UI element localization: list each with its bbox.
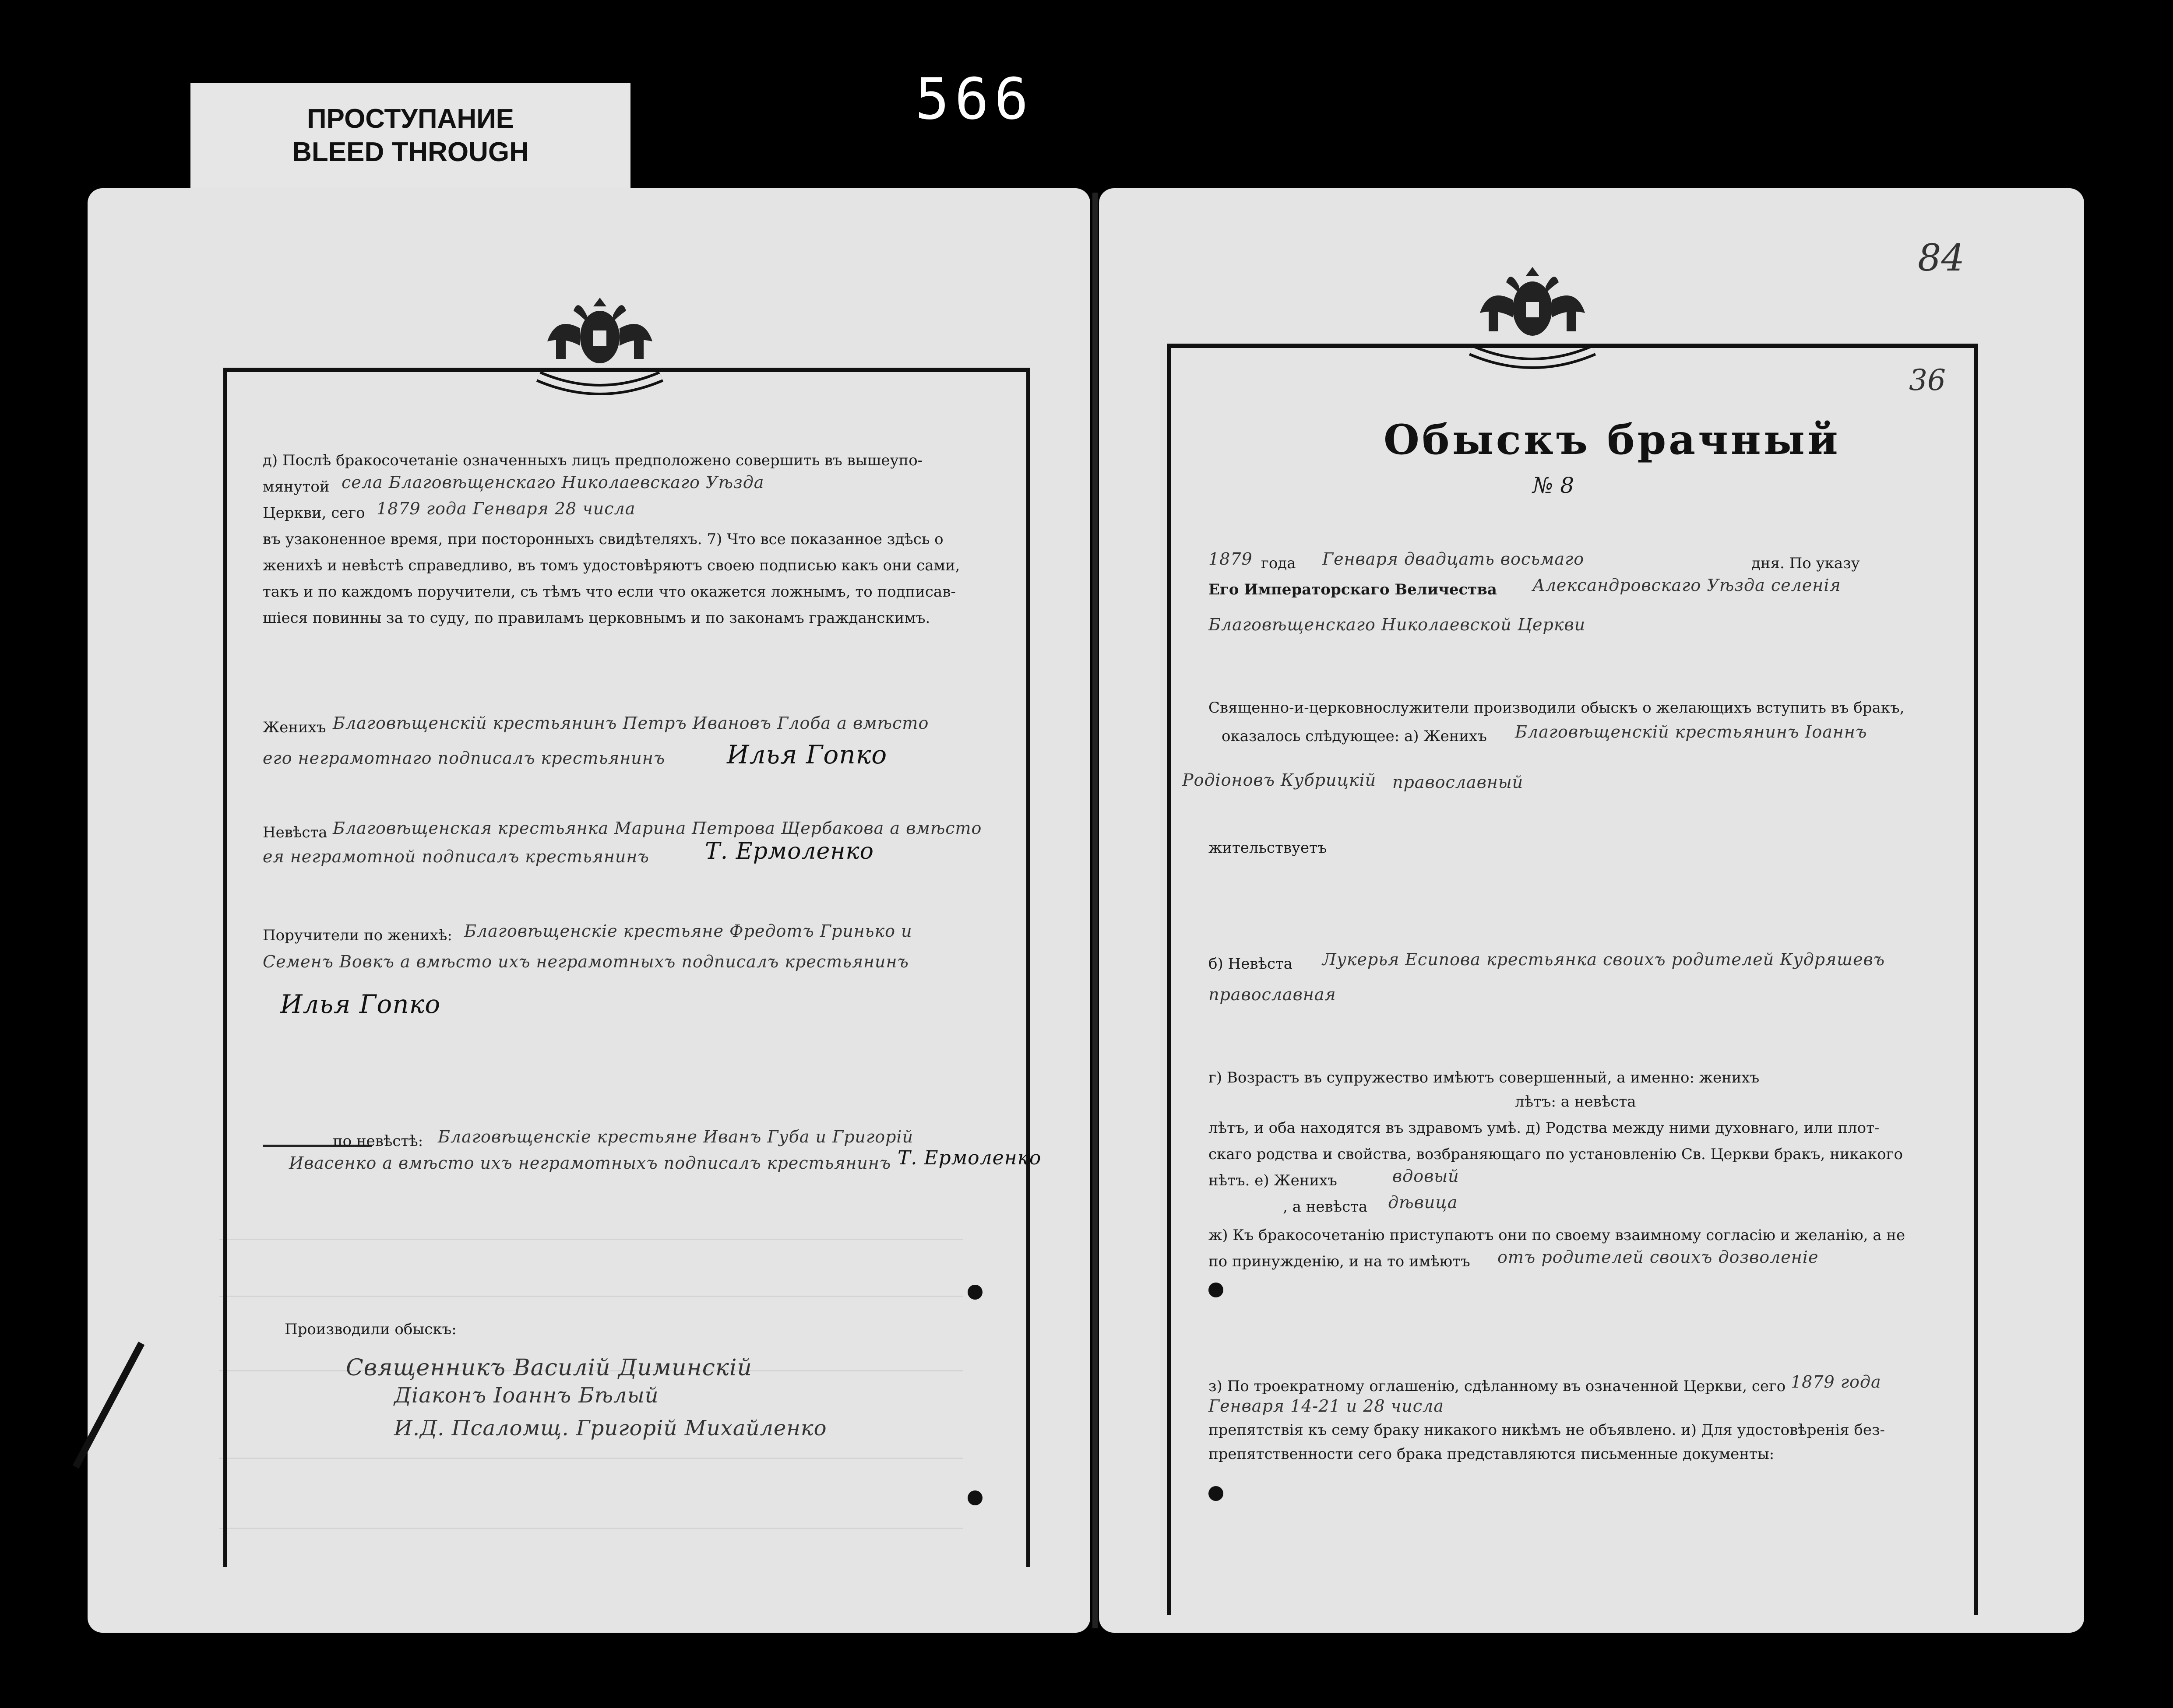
age-line5: нѣтъ. е) Женихъ bbox=[1208, 1172, 1337, 1189]
intro-line1-b: дня. По указу bbox=[1751, 555, 1860, 572]
intro-uezd: Александровскаго Уѣзда селенія bbox=[1532, 576, 1841, 595]
groom-right-text-2: Родіоновъ Кубрицкій bbox=[1182, 770, 1377, 790]
guarantors-bride-text-2: Ивасенко а вмѣсто ихъ неграмотныхъ подписалъ крестьянинъ bbox=[289, 1153, 891, 1173]
left-para5-line4: въ узаконенное время, при посторонныхъ свидѣтеляхъ. 7) Что все показанное здѣсь о bbox=[263, 531, 944, 548]
book-binding bbox=[1092, 193, 1098, 1628]
bride-right-text-1: Лукерья Есипова крестьянка своихъ родителей Кудряшевъ bbox=[1322, 950, 1885, 969]
banns-year: 1879 года bbox=[1791, 1372, 1881, 1392]
tag-line-ru: ПРОСТУПАНИЕ bbox=[306, 104, 514, 134]
banns-line1: з) По троекратному оглашенію, сдѣланному въ означенной Церкви, сего bbox=[1208, 1378, 1786, 1395]
banns-dates: Генваря 14-21 и 28 числа bbox=[1208, 1396, 1444, 1416]
groom-status: вдовый bbox=[1392, 1167, 1459, 1186]
guarantors-bride-signature: Т. Ермоленко bbox=[898, 1147, 1042, 1169]
bride-signature: Т. Ермоленко bbox=[705, 838, 874, 865]
guarantors-groom-signature: Илья Гопко bbox=[280, 989, 441, 1019]
intro-line1-a: года bbox=[1261, 555, 1296, 572]
left-para5-line1: д) Послѣ бракосочетаніе означенныхъ лицъ предположено совершить въ вышеупо- bbox=[263, 452, 923, 469]
left-para5-line3: Церкви, сего bbox=[263, 504, 365, 522]
age-line6: , а невѣста bbox=[1283, 1198, 1368, 1216]
record-number: № 8 bbox=[1532, 473, 1574, 498]
groom-text-1: Благовѣщенскій крестьянинъ Петръ Ивановъ Глоба а вмѣсто bbox=[333, 713, 929, 733]
guarantors-groom-text-1: Благовѣщенскіе крестьяне Фредотъ Гринько и bbox=[464, 921, 912, 941]
banns-line3: препятственности сего брака представляются письменные документы: bbox=[1208, 1445, 1775, 1463]
tag-line-en: BLEED THROUGH bbox=[292, 137, 529, 167]
left-para5-line2: мянутой bbox=[263, 478, 330, 496]
guarantors-bride-text-1: Благовѣщенскіе крестьяне Иванъ Губа и Григорій bbox=[438, 1127, 914, 1146]
archive-folio-number: 566 bbox=[915, 66, 1034, 132]
bride-text-2: ея неграмотной подписалъ крестьянинъ bbox=[263, 847, 649, 866]
groom-right-text-3: православный bbox=[1392, 773, 1524, 792]
age-line4: скаго родства и свойства, возбраняющаго по установленію Св. Церкви бракъ, никакого bbox=[1208, 1146, 1903, 1163]
found-line: оказалось слѣдующее: а) Женихъ bbox=[1222, 727, 1487, 745]
intro-church: Благовѣщенскаго Николаевской Церкви bbox=[1208, 615, 1586, 634]
age-line2: лѣтъ: а невѣста bbox=[1515, 1093, 1636, 1111]
document-title: Обыскъ брачный bbox=[1384, 416, 1841, 464]
age-line1: г) Возрастъ въ супружество имѣютъ совершенный, а именно: женихъ bbox=[1208, 1069, 1760, 1086]
groom-label: Женихъ bbox=[263, 719, 326, 736]
guarantors-groom-text-2: Семенъ Вовкъ а вмѣсто ихъ неграмотныхъ подписалъ крестьянинъ bbox=[263, 952, 909, 971]
consent-line1: ж) Къ бракосочетанію приступаютъ они по своему взаимному согласію и желанію, а не bbox=[1208, 1227, 1905, 1244]
age-line3: лѣтъ, и оба находятся въ здравомъ умѣ. д) Родства между ними духовнаго, или плот- bbox=[1208, 1119, 1880, 1137]
bleed-through-tag bbox=[190, 83, 630, 188]
intro-line2-a: Его Императорскаго Величества bbox=[1208, 581, 1497, 598]
left-para5-line6: такъ и по каждомъ поручители, съ тѣмъ что если что окажется ложнымъ, то подписав- bbox=[263, 583, 956, 601]
guarantors-bride-label: по невѣстѣ: bbox=[333, 1132, 423, 1150]
left-para5-line5: женихѣ и невѣстѣ справедливо, въ томъ удостовѣряютъ своею подписью какъ они сами, bbox=[263, 557, 960, 574]
signer-priest: Священникъ Василій Диминскій bbox=[346, 1355, 753, 1381]
groom-signature: Илья Гопко bbox=[727, 740, 888, 770]
residence-label: жительствуетъ bbox=[1208, 839, 1327, 857]
bride-status: дѣвица bbox=[1388, 1193, 1458, 1212]
left-para5-hand3: 1879 года Генваря 28 числа bbox=[377, 499, 636, 518]
consent-line2: по принужденію, и на то имѣютъ bbox=[1208, 1253, 1470, 1270]
page-number: 84 bbox=[1918, 236, 1965, 279]
sheet-number: 36 bbox=[1909, 363, 1946, 397]
signer-psalmist: И.Д. Псаломщ. Григорій Михайленко bbox=[394, 1416, 827, 1441]
banns-line2: препятствія къ сему браку никакого никѣмъ не объявлено. и) Для удостовѣренія без- bbox=[1208, 1421, 1885, 1439]
groom-right-text-1: Благовѣщенскій крестьянинъ Іоаннъ bbox=[1515, 722, 1867, 742]
bride-right-text-2: православная bbox=[1208, 985, 1336, 1004]
consent-permission: отъ родителей своихъ дозволеніе bbox=[1497, 1248, 1819, 1267]
bride-label: Невѣста bbox=[263, 824, 328, 841]
left-para5-hand2: села Благовѣщенскаго Николаевскаго Уѣзда bbox=[342, 473, 764, 492]
clergy-line: Священно-и-церковнослужители производили обыскъ о желающихъ вступить въ бракъ, bbox=[1208, 699, 1905, 717]
left-para5-line7: шіеся повинны за то суду, по правиламъ церковнымъ и по законамъ гражданскимъ. bbox=[263, 609, 930, 627]
signer-deacon: Діаконъ Іоаннъ Бѣлый bbox=[394, 1383, 659, 1408]
guarantors-groom-label: Поручители по женихѣ: bbox=[263, 927, 452, 944]
conducted-by-label: Производили обыскъ: bbox=[285, 1321, 457, 1338]
intro-year: 1879 bbox=[1208, 549, 1253, 569]
bride-right-label: б) Невѣста bbox=[1208, 955, 1293, 973]
intro-date: Генваря двадцать восьмаго bbox=[1322, 549, 1585, 569]
groom-text-2: его неграмотнаго подписалъ крестьянинъ bbox=[263, 749, 666, 768]
bride-text-1: Благовѣщенская крестьянка Марина Петрова Щербакова а вмѣсто bbox=[333, 819, 982, 838]
